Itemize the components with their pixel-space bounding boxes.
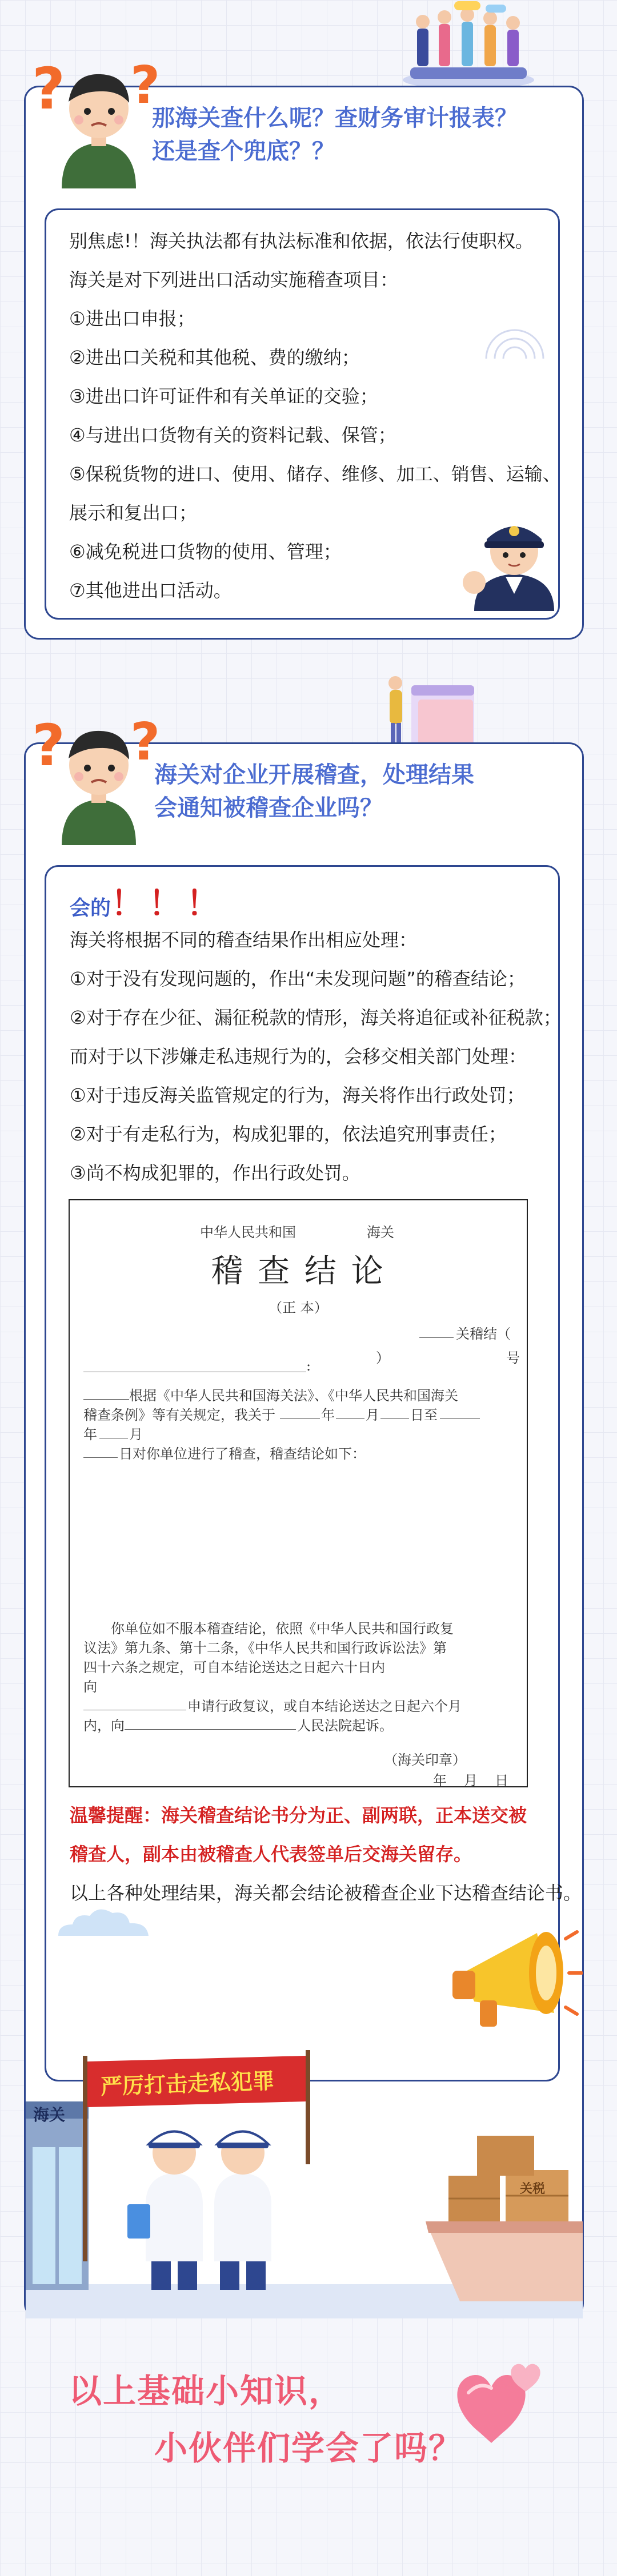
cloud-decoration [53,1902,167,1942]
doc-ref-paren: ） [376,1350,390,1366]
anti-smuggling-banner-text: 严厉打击走私犯罪 [100,2068,275,2100]
doc-body-year2: 年 [83,1426,97,1442]
section1-paragraph: ⑥减免税进口货物的使用、管理； [69,541,342,562]
heart-icon [446,2347,560,2450]
wave-pattern-decoration [480,324,549,370]
cargo-box-label: 关税 [520,2182,546,2196]
doc-seal: （海关印章） [384,1752,466,1768]
section1-paragraph: ④与进出口货物有关的资料记载、保管； [69,424,396,446]
section2-paragraph: ①对于没有发现问题的，作出“未发现问题”的稽查结论； [70,968,526,990]
section2-question [154,758,571,825]
thinking-boy-avatar [27,46,170,188]
section1-question-line1: 那海关查什么呢？查财务审计报表？ [152,105,518,131]
svg-text:?: ? [32,712,66,779]
section1-paragraph: ⑤保税货物的进口、使用、储存、维修、加工、销售、运输、 [69,463,561,485]
section2-paragraph: 而对于以下涉嫌走私违规行为的，会移交相关部门处理： [70,1046,527,1067]
doc-body-year: 年 [321,1407,335,1423]
warning-line1: 温馨提醒：海关稽查结论书分为正、副两联，正本送交被 [70,1805,527,1826]
section1-paragraph: ①进出口申报； [69,308,195,329]
final-line: 以上各种处理结果，海关都会结论被稽查企业下达稽查结论书。 [70,1882,582,1904]
doc-date-year: 年 [433,1773,447,1789]
section1-paragraph: ⑦其他进出口活动。 [69,580,232,601]
section2-paragraph: ①对于违反海关监管规定的行为，海关将作出行政处罚； [70,1084,525,1106]
answer-exclaim: ！！！ [111,884,225,923]
section2-answer [70,877,224,925]
section2-paragraphs [70,921,562,1192]
customs-building-sign: 海关 [33,2105,66,2124]
doc-body-month2: 月 [129,1426,143,1442]
section2-question-line1: 海关对企业开展稽查，处理结果 [154,762,474,788]
doc-body-month: 月 [366,1407,379,1423]
doc-header-left: 中华人民共和国 [200,1224,296,1240]
doc-body-dayto: 日至 [410,1407,438,1423]
section1-question-line2: 还是查个兜底？？ [152,138,335,164]
svg-text:?: ? [130,55,161,115]
customs-officer-illustration [457,497,571,611]
footer-line2: 小伙伴们学会了吗？ [154,2429,463,2468]
thinking-boy-avatar [27,702,170,845]
section1-paragraph: 海关是对下列进出口活动实施稽查项目： [69,269,399,291]
doc-ref-suffix: 关稽结（ [456,1326,511,1342]
section1-paragraph: 别焦虑!！海关执法都有执法标准和依据，依法行使职权。 [69,230,534,252]
doc-subtitle: （正 本） [269,1300,328,1316]
warning-note [70,1796,582,1912]
top-crowd-illustration [400,0,537,91]
answer-heading: 会的 [70,897,111,920]
doc-body-line4: 日对你单位进行了稽查，稽查结论如下： [119,1446,366,1462]
doc-appeal-line5: 申请行政复议，或自本结论送达之日起六个月 [187,1698,462,1714]
doc-body-line1: 根据《中华人民共和国海关法》、《中华人民共和国海关 [129,1388,458,1404]
doc-appeal-line4: 向 [83,1679,97,1695]
doc-appeal-line6b: 人民法院起诉。 [297,1718,393,1734]
doc-appeal-line6a: 内，向 [83,1718,125,1734]
inspection-conclusion-document: 中华人民共和国 海关 稽 查 结 论 （正 本） 关稽结（ ） 号 : 根据《中华人民共和国海关法》、《中华人民共和国海关 稽查条例》等有关规定，我关于 年 月 日至 年 月 日对你单位进行了稽查，稽查结论如下： 你单位如不服本稽查结论，依照《中华人民共和国行政复 议法》第九条、第十二条，《中华人民共和国行政诉讼法》第 四十六条之规定，可自本结论送达之日起六十日内 向 申请行政复议，或自本结论送达之日起六个月 内，向 人民法院起诉。 （海关印章） 年 月 日 [69,1199,528,1787]
section2-paragraph: ②对于有走私行为，构成犯罪的，依法追究刑事责任； [70,1123,507,1145]
doc-date-day: 日 [495,1773,508,1789]
section1-question [152,102,575,168]
doc-ref-no: 号 [506,1350,520,1366]
footer-line1: 以上基础小知识， [69,2372,343,2410]
svg-text:?: ? [130,712,161,772]
section2-paragraph: ③尚不构成犯罪的，作出行政处罚。 [70,1162,360,1184]
doc-appeal-line2: 议法》第九条、第十二条，《中华人民共和国行政诉讼法》第 [83,1640,447,1656]
section1-paragraph: 展示和复出口； [69,502,198,524]
section2-paragraph: ②对于存在少征、漏征税款的情形，海关将追征或补征税款； [70,1007,562,1028]
section2-question-line2: 会通知被稽查企业吗？ [154,795,383,821]
doc-header-right: 海关 [367,1224,394,1240]
megaphone-icon [440,1916,583,2036]
section1-paragraph: ③进出口许可证件和有关单证的交验； [69,385,378,407]
section2-paragraph: 海关将根据不同的稽查结果作出相应处理： [70,929,418,951]
doc-date-month: 月 [464,1773,478,1789]
svg-text:?: ? [32,55,66,122]
doc-body-line2: 稽查条例》等有关规定，我关于 [83,1407,275,1423]
doc-appeal-line3: 四十六条之规定，可自本结论送达之日起六十日内 [83,1659,385,1675]
doc-title: 稽 查 结 论 [211,1253,386,1290]
warning-line2: 稽查人，副本由被稽查人代表签单后交海关留存。 [70,1843,472,1865]
section1-paragraph: ②进出口关税和其他税、费的缴纳； [69,347,360,368]
doc-appeal-line1: 你单位如不服本稽查结论，依照《中华人民共和国行政复 [111,1621,454,1637]
